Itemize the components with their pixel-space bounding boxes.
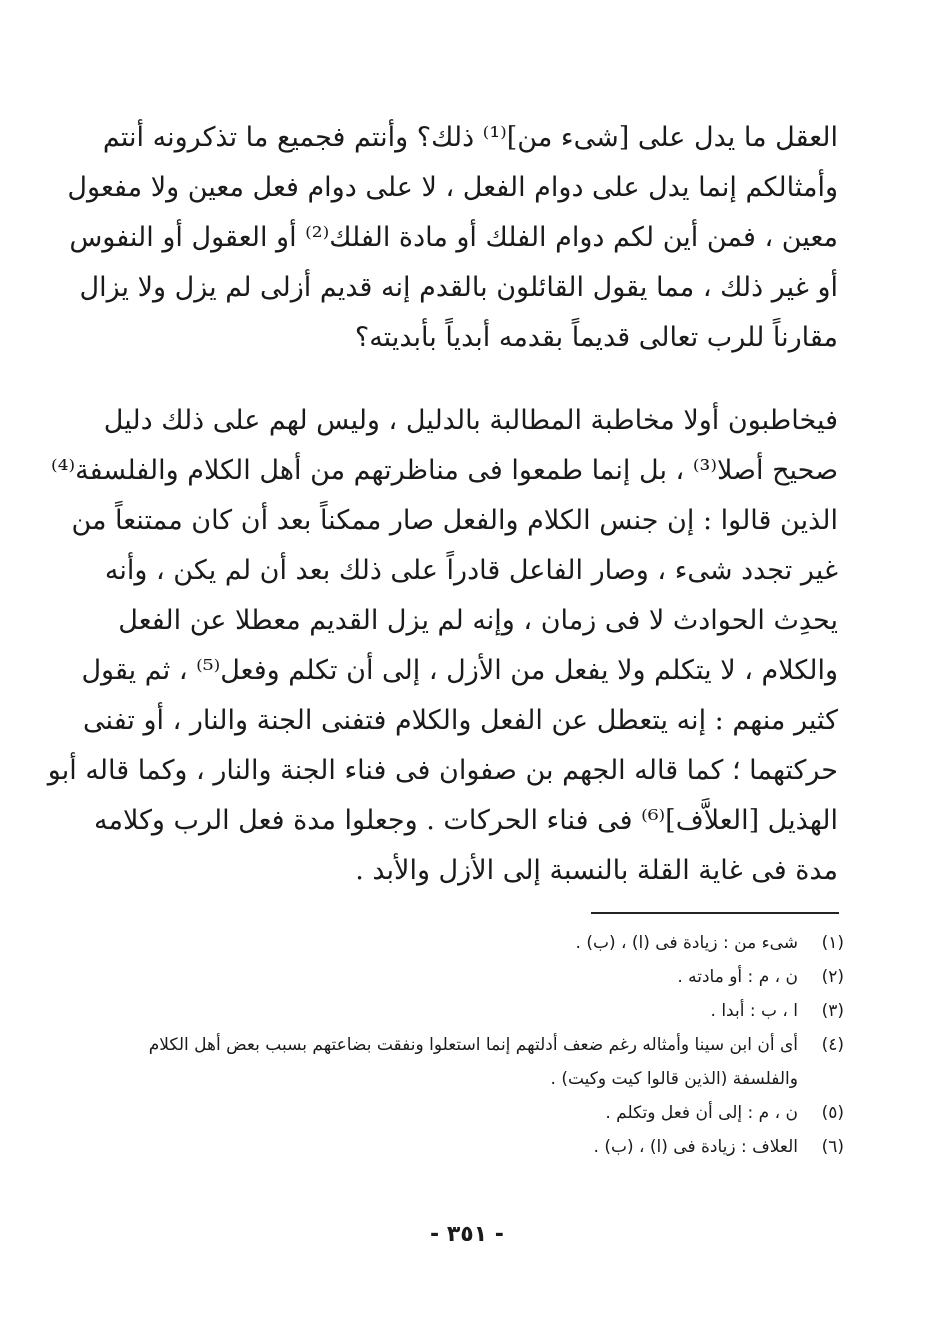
footnote-number: (٣): [821, 1001, 844, 1021]
text-line: مدة فى غاية القلة بالنسبة إلى الأزل والأبد .: [355, 855, 838, 886]
text-line: وأمثالكم إنما يدل على دوام الفعل ، لا على دوام فعل معين ولا مفعول: [67, 172, 838, 203]
footnote-divider: [591, 912, 839, 914]
text-line: كثير منهم : إنه يتعطل عن الفعل والكلام فتفنى الجنة والنار ، أو تفنى: [83, 705, 838, 736]
text-line: والكلام ، لا يتكلم ولا يفعل من الأزل ، إلى أن تكلم وفعل⁽⁵⁾ ، ثم يقول: [81, 655, 838, 686]
footnote: [124, 926, 844, 960]
text-line: غير تجدد شىء ، وصار الفاعل قادراً على ذلك بعد أن لم يكن ، وأنه: [104, 555, 838, 586]
footnote-text: ن ، م : أو مادته .: [677, 967, 798, 987]
footnote-text: ن ، م : إلى أن فعل وتكلم .: [605, 1103, 798, 1123]
footnote-number: (٦): [821, 1137, 844, 1157]
footnote-number: (٤): [821, 1035, 844, 1055]
text-line: العقل ما يدل على [شىء من]⁽¹⁾ ذلك؟ وأنتم فجميع ما تذكرونه أنتم: [102, 122, 838, 153]
footnote-text: ا ، ب : أبدا .: [710, 1001, 798, 1021]
footnote: [124, 1096, 844, 1130]
footnote: [124, 994, 844, 1028]
footnote-number: (١): [821, 933, 844, 953]
paragraph-1: [67, 113, 838, 363]
text-line: مقارناً للرب تعالى قديماً بقدمه أبدياً بأبديته؟: [354, 322, 838, 353]
text-line: الهذيل [العلاَّف]⁽⁶⁾ فى فناء الحركات . وجعلوا مدة فعل الرب وكلامه: [94, 805, 838, 836]
text-line: صحيح أصلا⁽³⁾ ، بل إنما طمعوا فى مناظرتهم من أهل الكلام والفلسفة⁽⁴⁾: [51, 455, 838, 486]
footnote-number: (٥): [821, 1103, 844, 1123]
text-line: أو غير ذلك ، مما يقول القائلون بالقدم إنه قديم أزلى لم يزل ولا يزال: [79, 272, 838, 303]
footnote: [124, 1028, 844, 1096]
footnote-text: شىء من : زيادة فى (ا) ، (ب) .: [575, 933, 798, 953]
text-line: حركتهما ؛ كما قاله الجهم بن صفوان فى فناء الجنة والنار ، وكما قاله أبو: [47, 755, 838, 786]
footnote-number: (٢): [821, 967, 844, 987]
footnote-text: العلاف : زيادة فى (ا) ، (ب) .: [593, 1137, 798, 1157]
text-line: فيخاطبون أولا مخاطبة المطالبة بالدليل ، وليس لهم على ذلك دليل: [103, 405, 838, 436]
paragraph-2: [47, 396, 838, 896]
text-line: يحدِث الحوادث لا فى زمان ، وإنه لم يزل القديم معطلا عن الفعل: [118, 605, 838, 636]
page-number: - ٣٥١ -: [430, 1222, 504, 1247]
footnote: [124, 960, 844, 994]
text-line: الذين قالوا : إن جنس الكلام والفعل صار ممكناً بعد أن كان ممتنعاً من: [71, 505, 838, 536]
footnote-text: أى أن ابن سينا وأمثاله رغم ضعف أدلتهم إنما استعلوا ونفقت بضاعتهم بسبب بعض أهل الكلام والفلسفة (الذين قالوا كيت وكيت) .: [148, 1035, 798, 1089]
footnote: [124, 1130, 844, 1164]
text-line: معين ، فمن أين لكم دوام الفلك أو مادة الفلك⁽²⁾ أو العقول أو النفوس: [69, 222, 838, 253]
footnotes: [124, 926, 844, 1164]
